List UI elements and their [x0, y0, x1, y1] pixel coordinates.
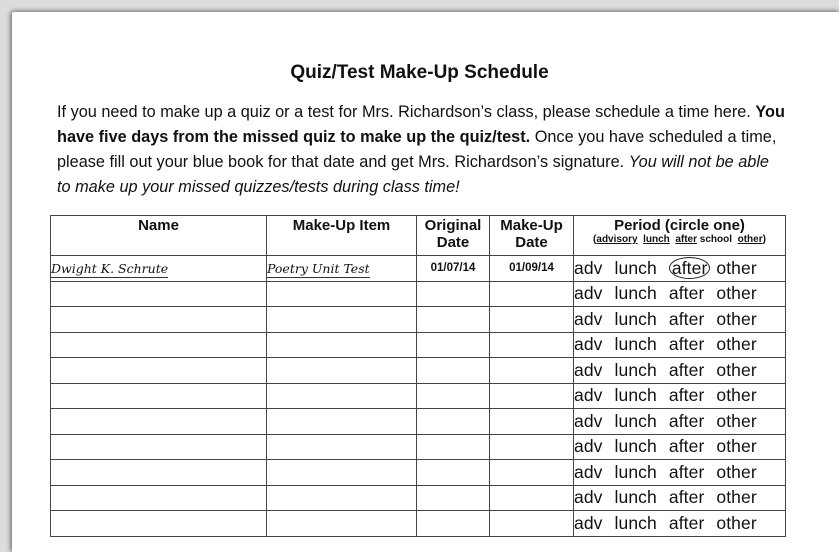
period-option-other[interactable]: other	[716, 461, 757, 482]
cell-period	[574, 485, 786, 511]
page-title: Quiz/Test Make-Up Schedule	[290, 62, 549, 83]
cell-makeup-date[interactable]	[490, 281, 574, 307]
cell-period	[574, 307, 786, 333]
cell-original-date[interactable]	[417, 511, 490, 537]
period-option-lunch[interactable]: lunch	[614, 410, 657, 431]
option-label-school: school	[697, 234, 735, 245]
cell-original-date[interactable]	[417, 256, 490, 282]
cell-original-date[interactable]	[417, 460, 490, 486]
header-name: Name	[51, 216, 267, 256]
cell-makeup-date[interactable]	[490, 307, 574, 333]
period-option-adv[interactable]: adv	[574, 283, 603, 304]
cell-original-date[interactable]	[417, 409, 490, 435]
table-row	[51, 307, 786, 333]
option-label-other: other	[737, 234, 763, 245]
intro-bold-text: You have five days from the missed quiz to make up the quiz/test.	[57, 103, 785, 146]
header-makeup-date: Make-Up Date	[490, 216, 574, 256]
cell-makeup-date[interactable]	[490, 409, 574, 435]
period-option-other[interactable]: other	[716, 257, 757, 278]
cell-period	[574, 409, 786, 435]
option-label-advisory: advisory	[596, 234, 638, 245]
period-option-adv[interactable]: adv	[574, 461, 603, 482]
table-row	[51, 332, 786, 358]
cell-original-date[interactable]	[417, 383, 490, 409]
period-option-lunch[interactable]: lunch	[614, 461, 657, 482]
cell-makeup-item[interactable]	[267, 332, 417, 358]
table-header-row	[51, 216, 786, 256]
period-option-lunch[interactable]: lunch	[614, 359, 657, 380]
cell-name-value: Dwight K. Schrute	[51, 260, 169, 276]
cell-makeup-item[interactable]	[267, 434, 417, 460]
period-option-adv[interactable]: adv	[574, 359, 603, 380]
cell-makeup-item[interactable]	[267, 409, 417, 435]
cell-name[interactable]	[51, 281, 267, 307]
cell-original-date[interactable]	[417, 332, 490, 358]
header-period-options	[574, 234, 785, 246]
cell-name[interactable]	[51, 383, 267, 409]
period-option-lunch[interactable]: lunch	[614, 487, 657, 508]
period-option-after[interactable]: after	[668, 487, 705, 508]
period-option-lunch[interactable]: lunch	[614, 385, 657, 406]
cell-makeup-date-value: 01/09/14	[509, 262, 554, 275]
cell-period	[574, 281, 786, 307]
cell-period	[574, 358, 786, 384]
period-option-lunch[interactable]: lunch	[614, 512, 657, 533]
paren-open: (	[593, 234, 597, 245]
table-row	[51, 281, 786, 307]
period-option-after[interactable]: after	[668, 308, 705, 329]
period-option-after[interactable]: after	[668, 410, 705, 431]
table-row	[51, 485, 786, 511]
period-option-lunch[interactable]: lunch	[614, 334, 657, 355]
cell-makeup-date[interactable]	[490, 256, 574, 282]
cell-original-date-value: 01/07/14	[430, 262, 476, 275]
cell-name[interactable]	[51, 511, 267, 537]
period-option-adv[interactable]: adv	[574, 385, 603, 406]
cell-makeup-item[interactable]	[267, 511, 417, 537]
cell-name[interactable]	[51, 307, 267, 333]
period-option-other[interactable]: other	[716, 385, 757, 406]
period-option-other[interactable]: other	[716, 334, 757, 355]
intro-text-1: If you need to make up a quiz or a test for Mrs. Richardson’s class, please schedule a time here.	[57, 103, 756, 121]
period-option-after[interactable]: after	[668, 385, 705, 406]
cell-makeup-date[interactable]	[490, 358, 574, 384]
period-option-adv[interactable]: adv	[574, 334, 603, 355]
table-row	[51, 383, 786, 409]
cell-makeup-item[interactable]	[267, 358, 417, 384]
cell-makeup-item[interactable]	[267, 383, 417, 409]
cell-period	[574, 460, 786, 486]
cell-makeup-item-value: Poetry Unit Test	[267, 260, 370, 276]
period-option-after[interactable]: after	[668, 461, 705, 482]
cell-period	[574, 383, 786, 409]
period-option-after[interactable]: after	[669, 257, 711, 279]
header-makeup-item: Make-Up Item	[267, 216, 417, 256]
period-option-lunch[interactable]: lunch	[614, 283, 657, 304]
cell-name[interactable]	[51, 460, 267, 486]
cell-name[interactable]	[51, 434, 267, 460]
header-original-date: Original Date	[417, 216, 490, 256]
cell-makeup-date[interactable]	[490, 485, 574, 511]
cell-makeup-item[interactable]	[267, 485, 417, 511]
cell-name[interactable]	[51, 256, 267, 282]
cell-period	[574, 434, 786, 460]
option-label-lunch: lunch	[643, 234, 670, 245]
document-page	[12, 12, 839, 552]
cell-makeup-date[interactable]	[490, 511, 574, 537]
header-period-label: Period (circle one)	[614, 217, 745, 234]
period-option-adv[interactable]: adv	[574, 512, 603, 533]
period-option-other[interactable]: other	[716, 487, 757, 508]
period-option-adv[interactable]: adv	[574, 436, 603, 457]
period-option-adv[interactable]: adv	[574, 487, 603, 508]
table-body	[51, 256, 786, 537]
header-period	[574, 216, 786, 256]
cell-makeup-date[interactable]	[490, 332, 574, 358]
cell-original-date[interactable]	[417, 307, 490, 333]
intro-text-2: Once you have scheduled a time, please fill out your blue book for that date and get Mrs. Richardson’s signature.	[57, 128, 777, 171]
period-option-other[interactable]: other	[716, 359, 757, 380]
cell-original-date[interactable]	[417, 358, 490, 384]
period-option-after[interactable]: after	[668, 359, 705, 380]
cell-period	[574, 256, 786, 282]
period-option-other[interactable]: other	[716, 436, 757, 457]
table-row	[51, 256, 786, 282]
period-option-adv[interactable]: adv	[574, 257, 603, 278]
table-row	[51, 511, 786, 537]
cell-name[interactable]	[51, 409, 267, 435]
period-option-lunch[interactable]: lunch	[614, 308, 657, 329]
period-option-other[interactable]: other	[716, 283, 757, 304]
cell-period	[574, 511, 786, 537]
table-row	[51, 460, 786, 486]
cell-original-date[interactable]	[417, 281, 490, 307]
option-label-after: after	[675, 234, 698, 245]
paren-close: )	[762, 234, 766, 245]
period-option-after[interactable]: after	[668, 334, 705, 355]
table-row	[51, 434, 786, 460]
cell-makeup-item[interactable]	[267, 281, 417, 307]
period-option-after[interactable]: after	[668, 512, 705, 533]
table-row	[51, 409, 786, 435]
intro-paragraph	[57, 100, 787, 200]
cell-makeup-item[interactable]	[267, 460, 417, 486]
cell-makeup-item[interactable]	[267, 307, 417, 333]
cell-name[interactable]	[51, 358, 267, 384]
cell-makeup-date[interactable]	[490, 383, 574, 409]
period-option-lunch[interactable]: lunch	[614, 257, 657, 278]
table-row	[51, 358, 786, 384]
cell-name[interactable]	[51, 485, 267, 511]
period-option-adv[interactable]: adv	[574, 308, 603, 329]
cell-original-date[interactable]	[417, 434, 490, 460]
schedule-table	[50, 215, 786, 537]
cell-original-date[interactable]	[417, 485, 490, 511]
cell-makeup-item[interactable]	[267, 256, 417, 282]
period-option-lunch[interactable]: lunch	[614, 436, 657, 457]
period-option-after[interactable]: after	[668, 436, 705, 457]
period-option-other[interactable]: other	[716, 512, 757, 533]
cell-period	[574, 332, 786, 358]
cell-name[interactable]	[51, 332, 267, 358]
period-option-other[interactable]: other	[716, 308, 757, 329]
cell-makeup-date[interactable]	[490, 460, 574, 486]
cell-makeup-date[interactable]	[490, 434, 574, 460]
period-option-other[interactable]: other	[716, 410, 757, 431]
intro-italic-text: You will not be able to make up your missed quizzes/tests during class time!	[57, 153, 769, 196]
period-option-after[interactable]: after	[668, 283, 705, 304]
period-option-adv[interactable]: adv	[574, 410, 603, 431]
